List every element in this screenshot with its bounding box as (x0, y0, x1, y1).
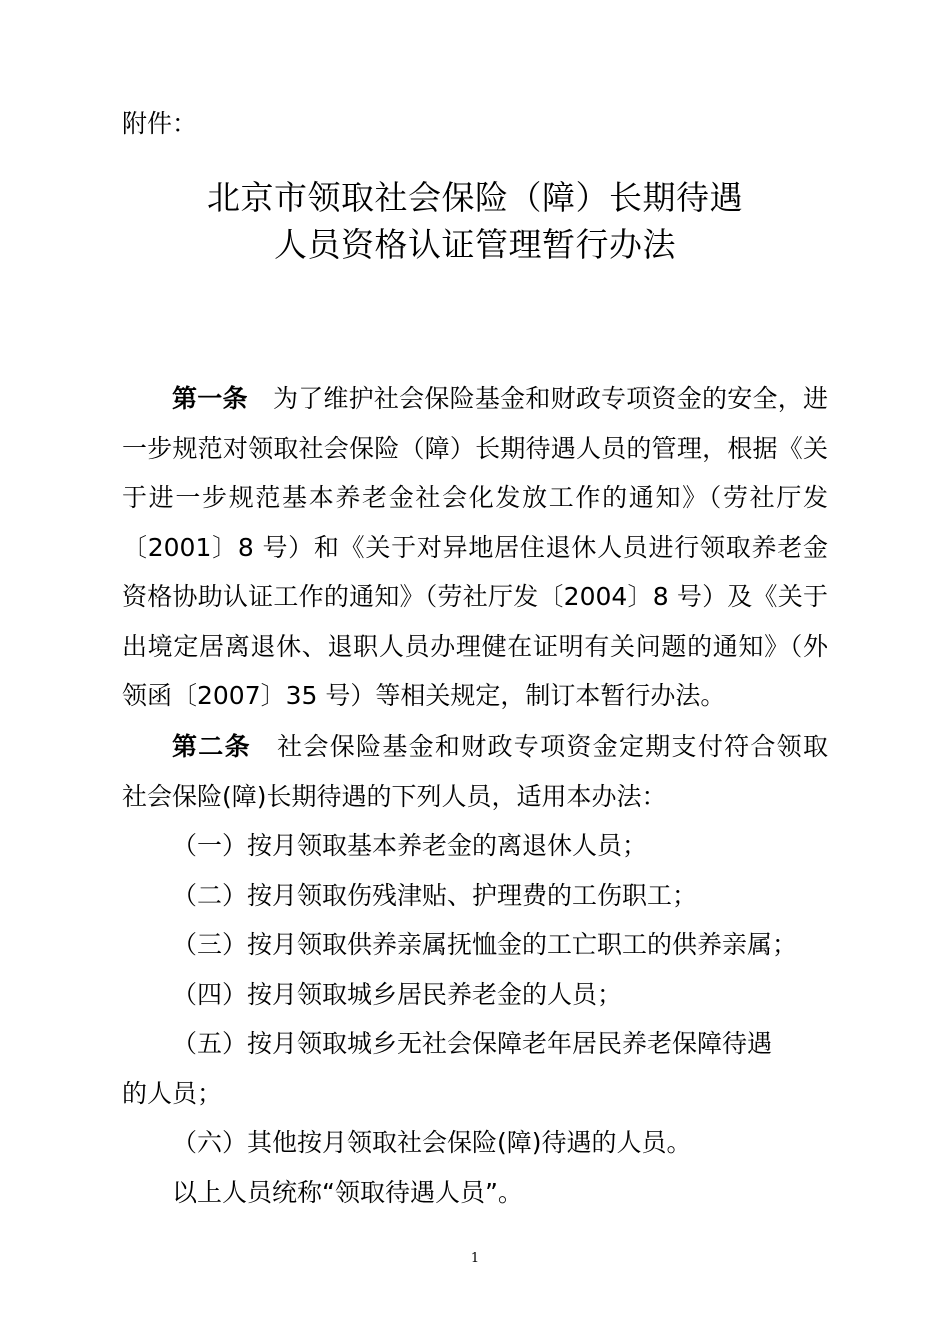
article-2-summary: 以上人员统称“领取待遇人员”。 (172, 1177, 523, 1207)
article-2-text: 社会保险基金和财政专项资金定期支付符合领取 (250, 732, 828, 761)
article-2-line: 社会保险(障)长期待遇的下列人员，适用本办法： (122, 781, 667, 811)
list-item: （六）其他按月领取社会保险(障)待遇的人员。 (172, 1128, 692, 1157)
article-2 (122, 722, 828, 1217)
article-1-line: 一步规范对领取社会保险（障）长期待遇人员的管理，根据《关 (122, 433, 828, 463)
article-2-line (122, 722, 828, 772)
list-item: （四）按月领取城乡居民养老金的人员； (172, 979, 623, 1009)
article-1-line: 于进一步规范基本养老金社会化发放工作的通知》（劳社厅发 (122, 483, 828, 512)
list-item: （三）按月领取供养亲属抚恤金的工亡职工的供养亲属； (172, 930, 798, 959)
article-1-text: 为了维护社会保险基金和财政专项资金的安全，进 (247, 384, 828, 413)
article-1-heading: 第一条 (172, 384, 248, 413)
list-item-continuation: 的人员； (122, 1078, 223, 1108)
article-1-line: 资格协助认证工作的通知》（劳社厅发〔2004〕8 号）及《关于 (122, 582, 828, 611)
article-1-line: 出境定居离退休、退职人员办理健在证明有关问题的通知》（外 (122, 631, 828, 661)
document-title-line-2: 人员资格认证管理暂行办法 (274, 225, 676, 264)
list-item: （一）按月领取基本养老金的离退休人员； (172, 831, 648, 860)
article-1-line (122, 374, 828, 424)
attachment-label: 附件： (122, 109, 198, 138)
list-item: （二）按月领取伤残津贴、护理费的工伤职工； (172, 880, 698, 910)
article-1 (122, 374, 828, 721)
article-1-line: 〔2001〕8 号）和《关于对异地居住退休人员进行领取养老金 (122, 532, 828, 562)
article-2-heading: 第二条 (172, 732, 251, 761)
document-title-line-1: 北京市领取社会保险（障）长期待遇 (207, 178, 743, 217)
page-number: 1 (470, 1251, 480, 1266)
article-1-line: 领函〔2007〕35 号）等相关规定，制订本暂行办法。 (122, 681, 726, 710)
list-item: （五）按月领取城乡无社会保障老年居民养老保障待遇 (172, 1029, 773, 1058)
